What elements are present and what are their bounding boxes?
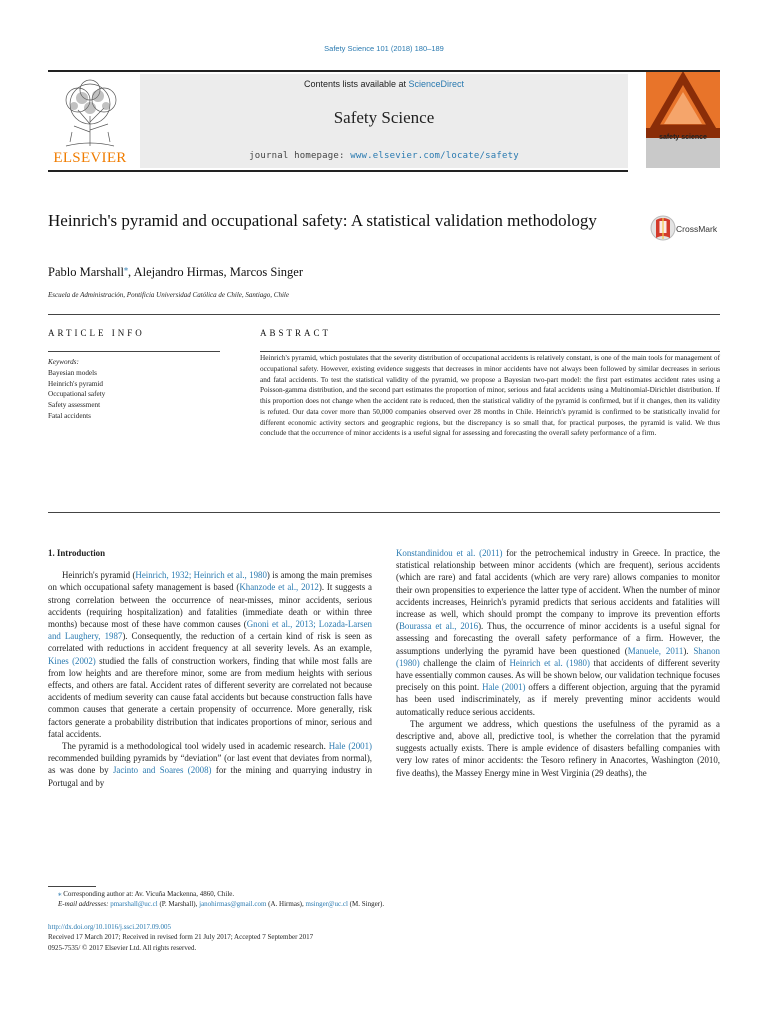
email-link-1[interactable]: pmarshall@uc.cl	[110, 900, 158, 909]
publisher-name: ELSEVIER	[53, 150, 127, 166]
keyword: Heinrich's pyramid	[48, 379, 103, 388]
citation-link[interactable]: Kines (2002)	[48, 655, 96, 666]
homepage-line	[140, 151, 628, 161]
cover-triangle-icon	[646, 72, 720, 138]
corresponding-author-mark[interactable]: ⁎	[124, 264, 129, 273]
journal-cover[interactable]	[646, 72, 720, 168]
journal-title: Safety Science	[333, 108, 435, 127]
divider-bottom	[48, 512, 720, 513]
email-name-3: (M. Singer).	[347, 900, 385, 909]
cover-journal-name: safety science	[659, 134, 707, 141]
paragraph-text: ). Thus, the occurrence of minor accidents is a useful signal for assessing and forecasting the overall safety performance of a firm. However, the assumptions underlying the pyramid have been questioned (	[396, 621, 720, 656]
paragraph-text: ) is among the main premises on which occupational safety management is based (	[48, 570, 373, 593]
keywords-block	[48, 357, 220, 422]
citation-link[interactable]: Hale (2001)	[328, 741, 372, 752]
corresponding-author-note	[48, 889, 720, 899]
email-link-2[interactable]: janohirmas@gmail.com	[199, 900, 267, 909]
intro-paragraph-1	[48, 569, 372, 740]
paragraph-text: that accidents of different severity have essentially common causes. As will be shown below, our validation technique focuses precisely on this point.	[396, 657, 720, 693]
paragraph-text: for the petrochemical industry in Greece. In practice, the statistical relationship between minor accidents (which are frequent), serious accidents (which are rare) and fatal accidents (which are very rare) allows companies to monitor their own propensities to experience the latter type of accident. When the number of minor accidents increases, Heinrich's pyramid predicts that serious accidents and fatalities will increase as well, which should prompt the company to improve its prevention efforts (	[396, 548, 720, 632]
footnote-rule	[48, 886, 96, 887]
cover-art	[646, 72, 720, 138]
authors-rest: , Alejandro Hirmas, Marcos Singer	[128, 265, 304, 280]
citation-link[interactable]: Manuele, 2011	[627, 645, 684, 656]
paragraph-text: for the mining and quarrying industry in Portugal and by	[48, 765, 373, 788]
paragraph-text: Heinrich's pyramid (	[62, 570, 136, 581]
email-name-1: (P. Marshall),	[157, 900, 200, 909]
email-link-3[interactable]: msinger@uc.cl	[305, 900, 348, 909]
copyright: 0925-7535/ © 2017 Elsevier Ltd. All rights reserved.	[48, 943, 197, 952]
header-top-rule	[48, 70, 720, 72]
body-column-left	[48, 547, 372, 789]
doi-block	[48, 922, 720, 953]
paragraph-text: recommended building pyramids by “deviation” (or last event that deviates from normal), as was done by	[48, 753, 372, 776]
email-addresses	[48, 899, 720, 909]
citation-link[interactable]: Heinrich, 1932; Heinrich et al., 1980	[135, 570, 267, 581]
keyword: Fatal accidents	[48, 411, 91, 420]
citation-link[interactable]: Hale (2001)	[482, 682, 526, 693]
keywords-label: Keywords:	[48, 358, 79, 366]
homepage-link[interactable]: www.elsevier.com/locate/safety	[350, 151, 519, 161]
sciencedirect-link[interactable]: ScienceDirect	[408, 79, 465, 89]
received-dates: Received 17 March 2017; Received in revised form 21 July 2017; Accepted 7 September 2017	[48, 933, 314, 942]
keyword: Safety assessment	[48, 401, 101, 410]
paragraph-text: ). It suggests a strong correlation between the occurrence of near-misses, minor accidents, serious accidents (requiring hospitalization) and fatalities (immediate death or within three months) because most of these have common causes (	[48, 582, 372, 630]
paragraph-text: offers a different objection, arguing that the pyramid has been used indiscriminately, as if merely preventing minor accidents would automatically reduce serious accidents.	[396, 682, 720, 717]
keyword: Occupational safety	[48, 390, 106, 399]
email-label: E-mail addresses:	[58, 900, 111, 909]
article-info-rule	[48, 351, 220, 352]
divider-top	[48, 314, 720, 315]
citation-link[interactable]: Shanon (1980)	[396, 645, 720, 668]
paragraph-text: ).	[683, 645, 694, 656]
affiliation: Escuela de Administración, Pontificia Universidad Católica de Chile, Santiago, Chile	[48, 291, 289, 299]
header-bottom-rule	[48, 170, 628, 172]
footnotes	[48, 889, 720, 910]
contents-prefix: Contents lists available at	[303, 79, 409, 89]
paragraph-text: studied the falls of construction workers, finding that while most falls are from low heights and are therefore minor, some are from medium heights with serious effects, and others are fatal. Accident rates of different severity are correlated not because accidents of medium severity can cause fatal accidents but because construction falls have common causes that generate a certain propensity of occurrence. More generally, risk factors generate a probability distribution that indicates proportions of minor, serious and fatal accidents.	[48, 655, 372, 739]
doi-link[interactable]: http://dx.doi.org/10.1016/j.ssci.2017.09.005	[48, 923, 171, 931]
citation-link[interactable]: Jacinto and Soares (2008)	[112, 765, 212, 776]
paragraph-text: The argument we address, which questions the usefulness of the pyramid as a descriptive and, above all, predictive tool, is whether the correlation that the pyramid suggests actually exists. There is ample evidence of disasters befalling companies with very low rates of minor accidents: the Tesoro refinery in Anacortes, Washington (2010, five deaths), the Massey Energy mine in West Virginia (29 deaths), the	[396, 718, 720, 778]
citation-link[interactable]: Khanzode et al., 2012	[239, 582, 319, 593]
intro-paragraph-2	[48, 740, 372, 789]
abstract-text: Heinrich's pyramid, which postulates that the severity distribution of occupational accidents is relatively constant, is one of the main tools for management of occupational safety. However, existing evidence suggests that decreases in minor accidents have not always been followed by similar decreases in serious and fatal accidents. To test the statistical validity of the pyramid, we propose a Bayesian two-part model: the first part estimates accident rates using a Poisson-gamma distribution, and the second part estimates the proportion of minor, serious and fatal accidents using a Multinomial-Dirichlet distribution. If this proportion does not change when the accident rate is reduced, then the statistical validity of the pyramid is confirmed, but if it changes, then its validity is refuted. Our data cover more than 50,000 companies observed over 28 months in Chile. Heinrich's pyramid is confirmed to be statistically invalid for different economic activity sectors and geographic regions, but the discrepancy is so small that, for practical purposes, the pyramid is valid. We thus conclude that the occurrence of minor accidents is a useful signal for assessing and forecasting the overall safety performance of a firm.	[260, 353, 720, 438]
paper-title: Heinrich's pyramid and occupational safety: A statistical validation methodology	[48, 211, 597, 230]
paragraph-text: challenge the claim of	[419, 657, 510, 668]
abstract-rule	[260, 351, 720, 352]
corresponding-text: Corresponding author at: Av. Vicuña Mackenna, 4860, Chile.	[61, 890, 235, 898]
article-info-heading: ARTICLE INFO	[48, 328, 145, 338]
paragraph-text: ). Consequently, the reduction of a certain kind of risk is seen as correlated with reductions in accident frequency at all severity levels. As an example,	[48, 631, 372, 654]
intro-paragraph-4	[396, 718, 720, 779]
body-column-right	[396, 547, 720, 779]
crossmark-label[interactable]: CrossMark	[676, 224, 718, 234]
citation-link[interactable]: Konstandinidou et al. (2011)	[396, 548, 503, 558]
citation-link[interactable]: Gnoni et al., 2013; Lozada-Larsen and Laughery, 1987	[48, 619, 372, 642]
email-name-2: (A. Hirmas),	[266, 900, 306, 909]
footnote-star: ⁎	[58, 890, 62, 898]
abstract-heading: ABSTRACT	[260, 328, 332, 338]
section-heading-introduction: 1. Introduction	[48, 548, 106, 558]
keyword: Bayesian models	[48, 368, 97, 377]
contents-line	[140, 79, 628, 89]
author-first[interactable]: Pablo Marshall	[48, 265, 125, 280]
citation-link[interactable]: Bourassa et al., 2016	[398, 621, 479, 632]
authors	[48, 264, 303, 280]
intro-paragraph-3	[396, 547, 720, 718]
citation-link[interactable]: Heinrich et al. (1980)	[509, 657, 590, 668]
homepage-prefix: journal homepage:	[249, 151, 351, 161]
paragraph-text: The pyramid is a methodological tool widely used in academic research.	[62, 741, 329, 752]
journal-reference[interactable]: Safety Science 101 (2018) 180–189	[324, 44, 444, 53]
